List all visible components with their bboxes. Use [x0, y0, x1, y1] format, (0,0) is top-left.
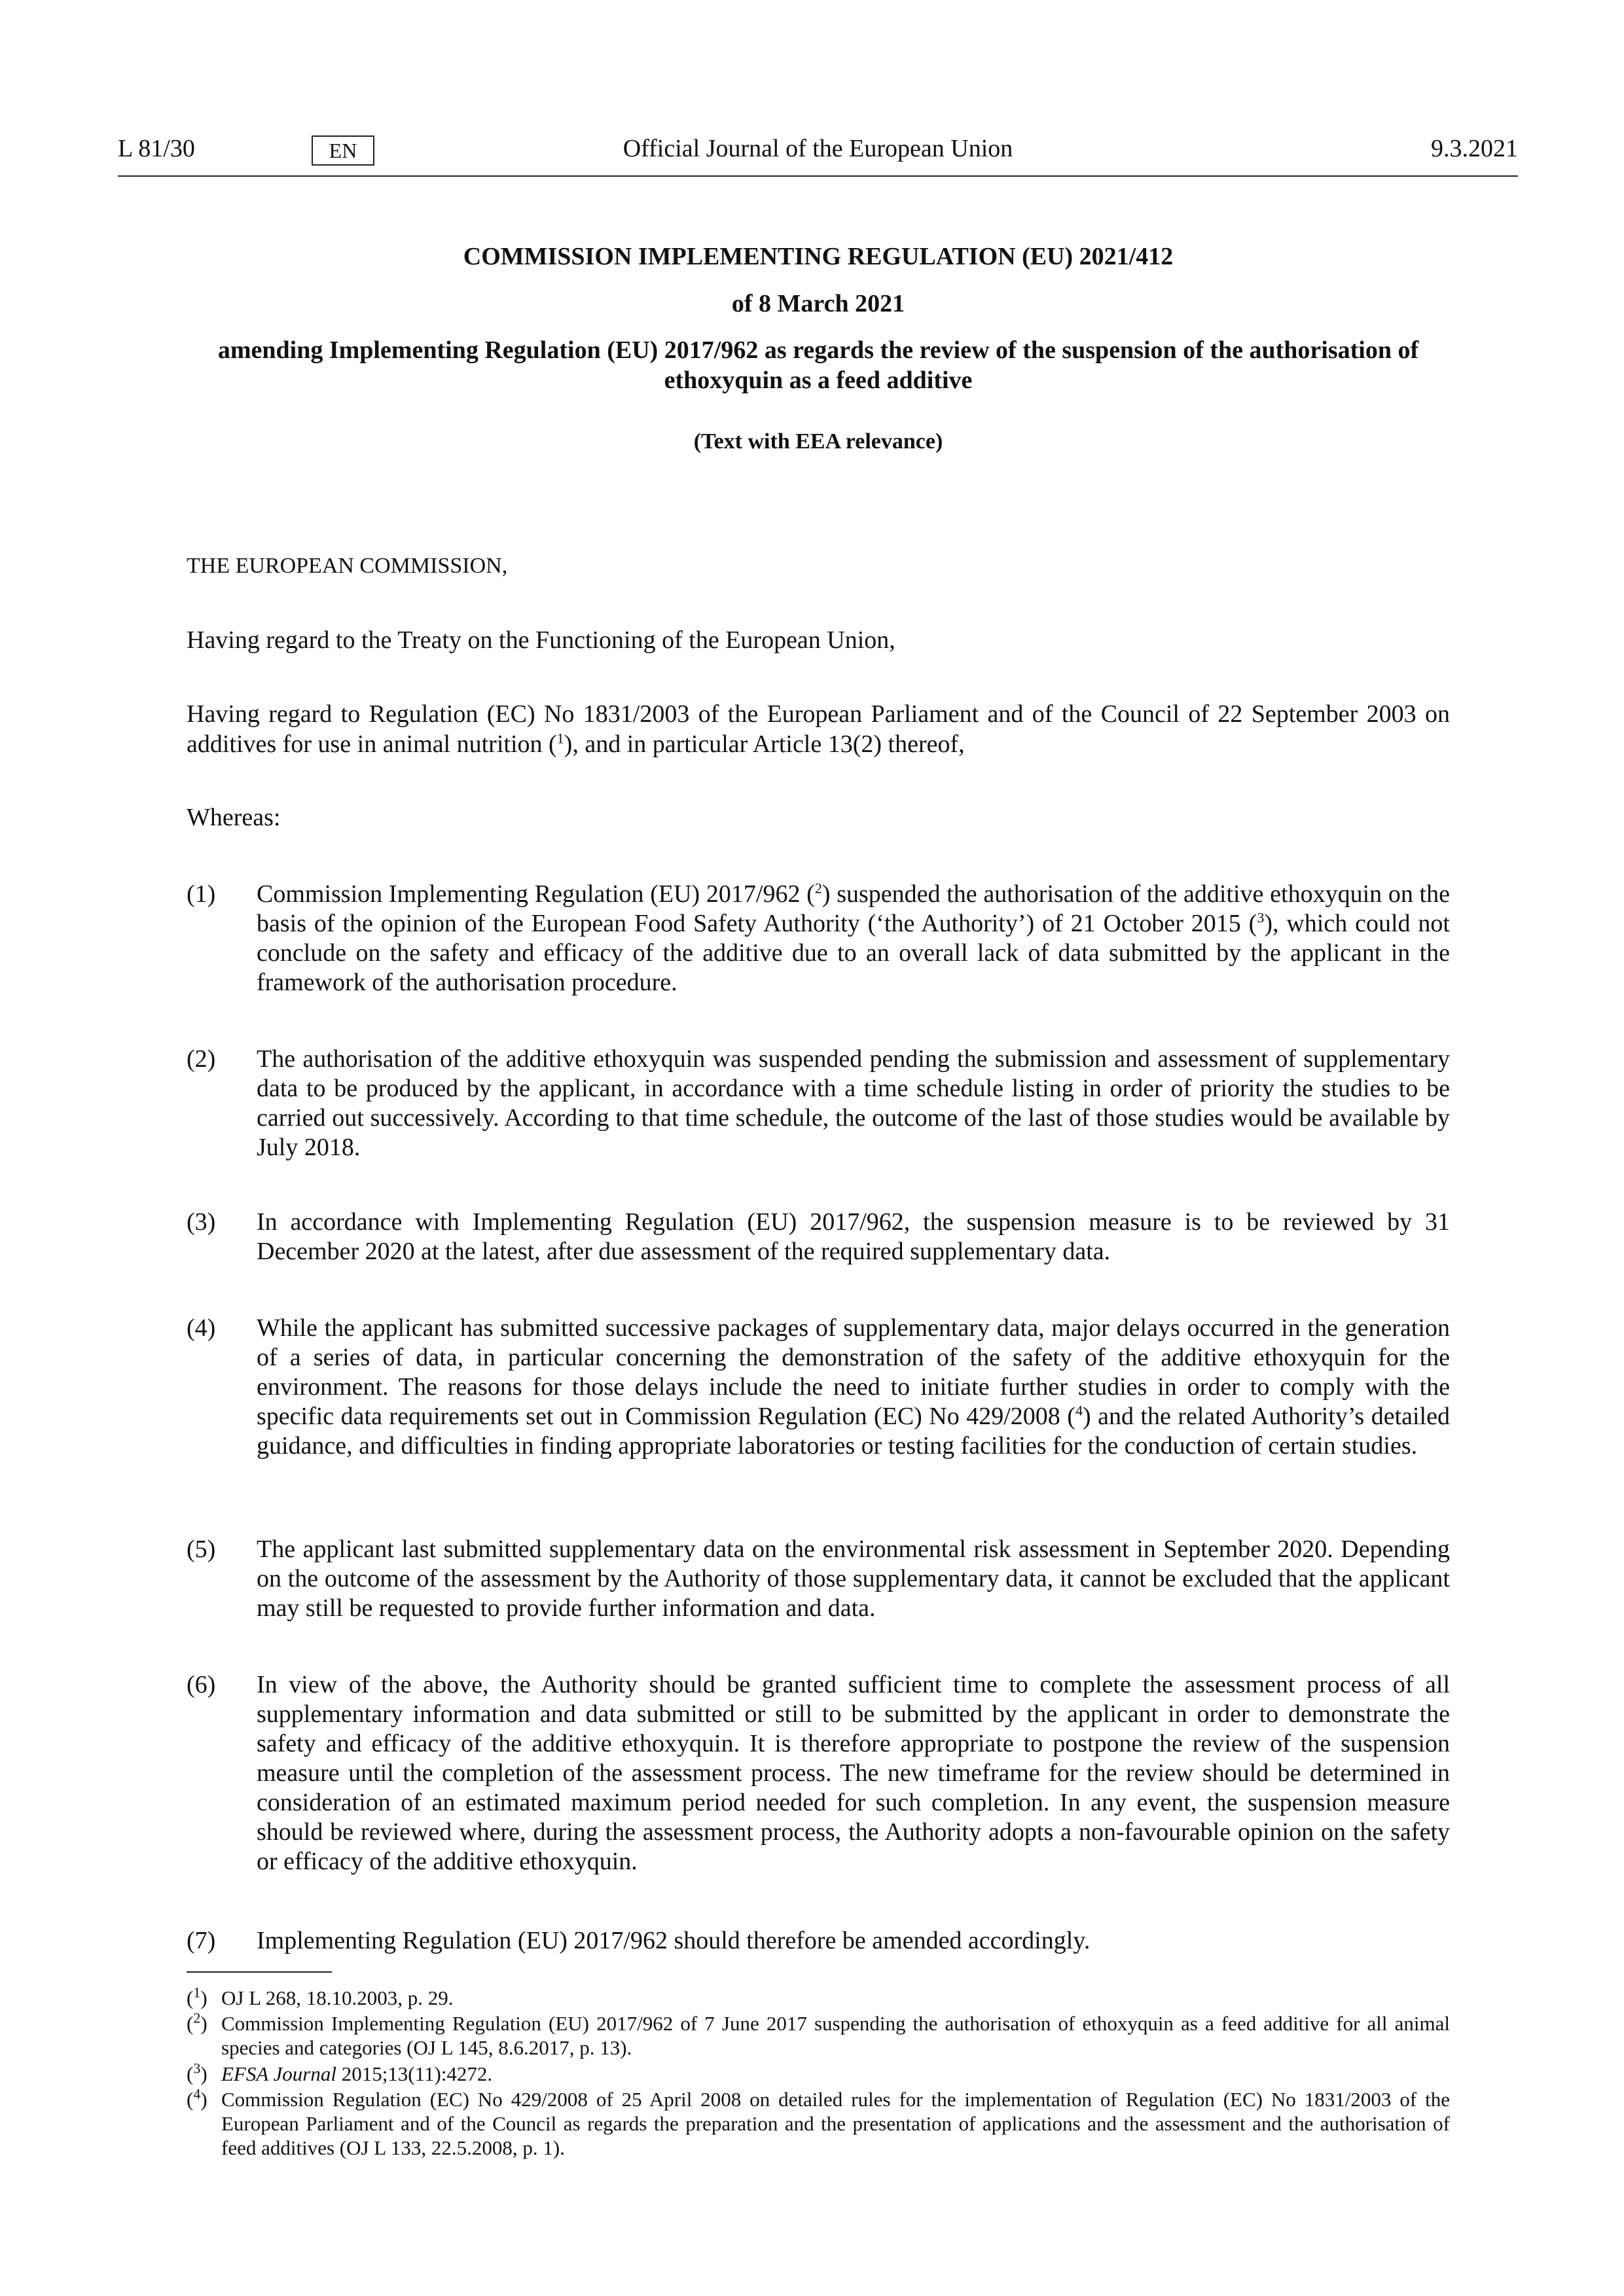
page-reference: L 81/30	[118, 135, 195, 162]
recital-text: Implementing Regulation (EU) 2017/962 should therefore be amended accordingly.	[257, 1927, 1091, 1954]
recital-text: The applicant last submitted supplementary data on the environmental risk assessment in September 2020. Depending on the outcome of the assessment by the Authority of those supplementary data, it cannot be excluded that the applicant may still be requested to provide further information and data.	[257, 1535, 1450, 1622]
footnote-marker: 1	[193, 1984, 201, 2001]
regulation-title: COMMISSION IMPLEMENTING REGULATION (EU) 2021/412	[463, 243, 1174, 270]
recital-text-part: ) and the related Authority’s detailed guidance, and difficulties in finding appropriate laboratories or testing facilities for the conduction of certain studies.	[257, 1403, 1450, 1460]
regulation-citation-text: ), and in particular Article 13(2) thereof,	[564, 730, 965, 758]
language-badge: EN	[312, 135, 374, 166]
publication-date: 9.3.2021	[1431, 135, 1518, 162]
journal-title: Official Journal of the European Union	[623, 135, 1013, 162]
recital-text: In view of the above, the Authority should be granted sufficient time to complete the assessment process of all supplementary information and data submitted or still to be submitted by the applicant in order to demonstrate the safety and efficacy of the additive ethoxyquin. It is therefore appropriate to postpone the review of the suspension measure until the completion of the assessment process. The new timeframe for the review should be determined in consideration of an estimated maximum period needed for such completion. In any event, the suspension measure should be reviewed where, during the assessment process, the Authority adopts a non-favourable opinion on the safety or efficacy of the additive ethoxyquin.	[257, 1671, 1450, 1875]
footnote-text: Commission Implementing Regulation (EU) 2017/962 of 7 June 2017 suspending the authorisation of ethoxyquin as a feed additive for all animal species and categories (OJ L 145, 8.6.2017, p. 13).	[221, 2012, 1450, 2059]
whereas-heading: Whereas:	[187, 804, 281, 831]
footnote-number: ($^4$)	[187, 2085, 208, 2111]
footnote-text	[221, 2062, 1450, 2086]
footnote-number: ($^1$)	[187, 1984, 208, 2009]
commission-heading: THE EUROPEAN COMMISSION,	[187, 554, 508, 578]
recital-text	[257, 880, 1450, 997]
footnote-number: ($^3$)	[187, 2060, 208, 2085]
regulation-citation	[187, 699, 1450, 759]
treaty-citation: Having regard to the Treaty on the Functioning of the European Union,	[187, 626, 895, 654]
header-divider	[118, 175, 1518, 177]
footnote-marker: 3	[193, 2060, 201, 2077]
recital-text-part: ) suspended the authorisation of the additive ethoxyquin on the basis of the opinion of the European Food Safety Authority (‘the Authority’) of 21 October 2015 (	[257, 880, 1450, 937]
footnote-text: OJ L 268, 18.10.2003, p. 29.	[221, 1986, 454, 2009]
recital-number: (6)	[187, 1671, 216, 1698]
footnote-marker: 4	[193, 2085, 201, 2102]
footnote-ref-4[interactable]: 4	[1075, 1402, 1083, 1419]
footnote-ref-3[interactable]: 3	[1257, 909, 1265, 926]
recital-number: (3)	[187, 1208, 216, 1236]
footnote-text-part: 2015;13(11):4272.	[336, 2062, 493, 2085]
footnote-number: ($^2$)	[187, 2009, 208, 2035]
regulation-citation-text: Having regard to Regulation (EC) No 1831/2003 of the European Parliament and of the Council of 22 September 2003 on additives for use in animal nutrition (	[187, 700, 1450, 758]
recital-text: The authorisation of the additive ethoxyquin was suspended pending the submission and assessment of supplementary data to be produced by the applicant, in accordance with a time schedule listing in order of priority the studies to be carried out successively. According to that time schedule, the outcome of the last of those studies would be available by July 2018.	[257, 1045, 1450, 1161]
recital-text: In accordance with Implementing Regulation (EU) 2017/962, the suspension measure is to be reviewed by 31 December 2020 at the latest, after due assessment of the required supplementary data.	[257, 1208, 1450, 1265]
eea-relevance: (Text with EEA relevance)	[693, 429, 943, 454]
regulation-date: of 8 March 2021	[731, 290, 905, 317]
recital-number: (2)	[187, 1045, 216, 1073]
journal-name: EFSA Journal	[221, 2062, 336, 2085]
recital-number: (5)	[187, 1535, 216, 1563]
recital-text-part: While the applicant has submitted successive packages of supplementary data, major delays occurred in the generation of a series of data, in particular concerning the demonstration of the safety of the additive ethoxyquin for the environment. The reasons for those delays include the need to initiate further studies in order to comply with the specific data requirements set out in Commission Regulation (EC) No 429/2008 (	[257, 1314, 1450, 1430]
footnote-divider	[187, 1971, 332, 1973]
footnote-ref-1[interactable]: 1	[556, 730, 564, 747]
recital-text	[257, 1314, 1450, 1461]
recital-text-part: ), which could not conclude on the safety and efficacy of the additive due to an overall lack of data submitted by the applicant in the framework of the authorisation procedure.	[257, 910, 1450, 996]
recital-number: (7)	[187, 1927, 216, 1954]
regulation-subject: amending Implementing Regulation (EU) 2017/962 as regards the review of the suspension of the authorisation of ethoxyquin as a feed additive	[217, 336, 1419, 394]
footnote-text: Commission Regulation (EC) No 429/2008 of 25 April 2008 on detailed rules for the implementation of Regulation (EC) No 1831/2003 of the European Parliament and of the Council as regards the preparation and the presentation of applications and the assessment and the authorisation of feed additives (OJ L 133, 22.5.2008, p. 1).	[221, 2088, 1450, 2159]
recital-number: (4)	[187, 1314, 216, 1342]
footnote-marker: 2	[193, 2009, 201, 2026]
recital-text-part: Commission Implementing Regulation (EU) 2017/962 (	[257, 880, 815, 908]
footnote-ref-2[interactable]: 2	[814, 880, 822, 897]
journal-header	[118, 134, 1518, 176]
recital-number: (1)	[187, 880, 216, 908]
